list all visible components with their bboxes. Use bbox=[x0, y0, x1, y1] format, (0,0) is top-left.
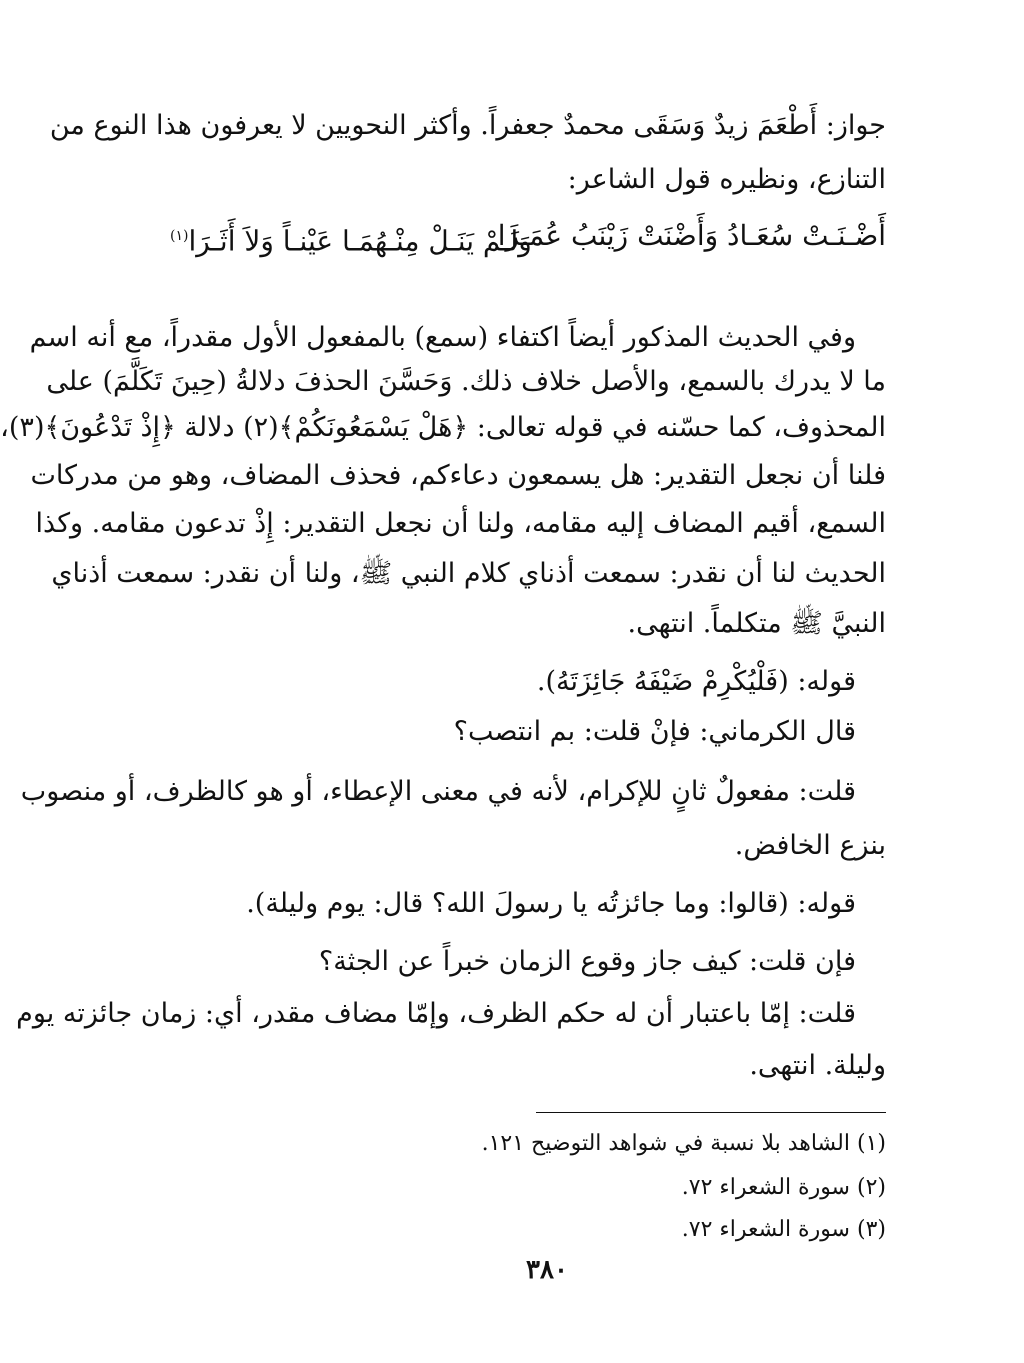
answer2-line1: قلت: إمّا باعتبار أن له حكم الظرف، وإمّا مضاف مقدر، أي: زمان جائزته يوم bbox=[16, 998, 856, 1029]
paragraph2-line6: الحديث لنا أن نقدر: سمعت أذناي كلام النبي ﷺ، ولنا أن نقدر: سمعت أذناي bbox=[51, 558, 886, 589]
quote-hadith-1: قوله: (فَلْيُكْرِمْ ضَيْفَهُ جَائِزَتَهُ). bbox=[536, 666, 856, 697]
paragraph1-line1: جواز: أَطْعَمَ زيدٌ وَسَقَى محمدٌ جعفراً. وأكثر النحويين لا يعرفون هذا النوع من bbox=[49, 110, 886, 141]
verse-footnote-ref: (١) bbox=[170, 228, 189, 244]
verse-first-half: أَضْـنَـتْ سُعَـادُ وَأَضْنَتْ زَيْنَبُ عُمَـرَا bbox=[497, 219, 886, 252]
question2: فإن قلت: كيف جاز وقوع الزمان خبراً عن الجثة؟ bbox=[318, 946, 856, 977]
paragraph2-line3: المحذوف، كما حسّنه في قوله تعالى: ﴿هَلْ يَسْمَعُونَكُمْ﴾(٢) دلالة ﴿إِذْ تَدْعُونَ﴾(٣)، bbox=[0, 412, 886, 443]
answer1-line1: قلت: مفعولٌ ثانٍ للإكرام، لأنه في معنى الإعطاء، أو هو كالظرف، أو منصوب bbox=[20, 776, 856, 807]
paragraph2-line7: النبيَّ ﷺ متكلماً. انتهى. bbox=[627, 608, 886, 639]
poetry-verse bbox=[170, 212, 886, 260]
paragraph2-line2: ما لا يدرك بالسمع، والأصل خلاف ذلك. وَحَسَّنَ الحذفَ دلالةُ (حِينَ تَكَلَّمَ) على bbox=[46, 366, 886, 397]
paragraph2-line1: وفي الحديث المذكور أيضاً اكتفاء (سمع) بالمفعول الأول مقدراً، مع أنه اسم bbox=[29, 322, 856, 353]
paragraph2-line5: السمع، أقيم المضاف إليه مقامه، ولنا أن نجعل التقدير: إِذْ تدعون مقامه. وكذا bbox=[35, 508, 886, 539]
verse-second-half-wrap bbox=[170, 212, 532, 265]
answer2-line2: وليلة. انتهى. bbox=[749, 1050, 886, 1081]
paragraph2-line4: فلنا أن نجعل التقدير: هل يسمعون دعاءكم، فحذف المضاف، وهو من مدركات bbox=[30, 460, 886, 491]
paragraph1-line2: التنازع، ونظيره قول الشاعر: bbox=[567, 164, 886, 195]
page-number: ٣٨٠ bbox=[526, 1255, 568, 1285]
footnote-separator bbox=[536, 1112, 886, 1113]
footnote-2: (٢) سورة الشعراء ٧٢. bbox=[681, 1175, 886, 1200]
footnote-3: (٣) سورة الشعراء ٧٢. bbox=[681, 1217, 886, 1242]
kirmani-question: قال الكرماني: فإنْ قلت: بم انتصب؟ bbox=[453, 716, 856, 747]
footnote-1: (١) الشاهد بلا نسبة في شواهد التوضيح ١٢١. bbox=[481, 1131, 886, 1156]
answer1-line2: بنزع الخافض. bbox=[734, 830, 886, 861]
verse-second-half: وَلَـمْ يَنَـلْ مِنْـهُمَـا عَيْنـاً وَلاَ أَثَـرَا bbox=[188, 224, 532, 258]
quote-hadith-2: قوله: (قالوا: وما جائزتُه يا رسولَ الله؟ قال: يوم وليلة). bbox=[246, 888, 856, 919]
